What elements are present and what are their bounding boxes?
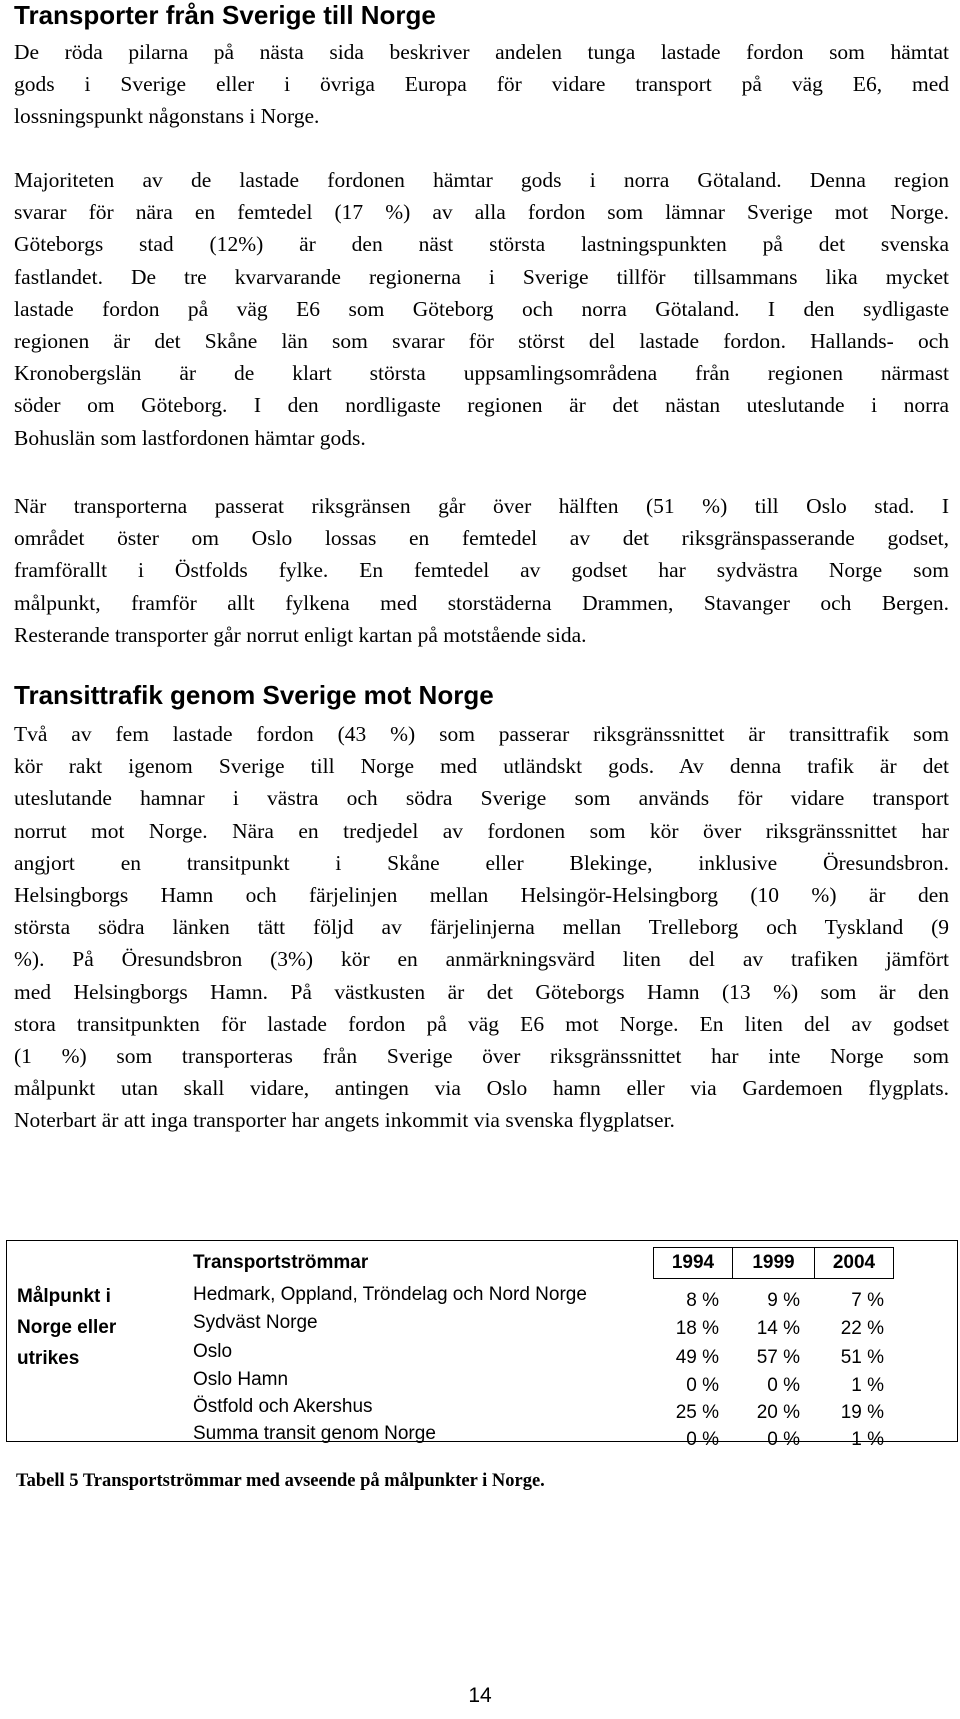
row-destination: Oslo: [193, 1341, 233, 1362]
value-1994: 0 %: [686, 1375, 719, 1396]
text-line: (1 %) som transporteras från Sverige över riksgränssnittet har inte Norge som: [14, 1044, 949, 1069]
text-line: norrut mot Norge. Nära en tredjedel av fordonen som kör över riksgränssnittet har: [14, 818, 949, 843]
text-line: gods i Sverige eller i övriga Europa för vidare transport på väg E6, med: [14, 72, 949, 97]
text-line: När transporterna passerat riksgränsen går över hälften (51 %) till Oslo stad. I: [14, 494, 949, 518]
row-group-label-line: Norge eller: [17, 1317, 117, 1338]
row-destination: Hedmark, Oppland, Tröndelag och Nord Norge: [193, 1284, 587, 1305]
year-header-2004: 2004: [814, 1247, 894, 1279]
transport-flow-table: [6, 1240, 958, 1450]
year-header-1994: 1994: [653, 1247, 733, 1279]
text-line: uteslutande hamnar i västra och södra Sverige som används för vidare transport: [14, 786, 949, 811]
text-line: stora transitpunkten för lastade fordon på väg E6 mot Norge. En liten del av godset: [14, 1011, 949, 1036]
value-1999: 9 %: [767, 1290, 800, 1311]
value-1999: 57 %: [756, 1347, 800, 1368]
text-line: området öster om Oslo lossas en femtedel av det riksgränspasserande godset,: [14, 526, 949, 551]
value-1994: 0 %: [686, 1429, 719, 1450]
value-2004: 51 %: [840, 1347, 884, 1368]
text-line: Två av fem lastade fordon (43 %) som passerar riksgränssnittet är transittrafik som: [14, 722, 949, 746]
value-1994: 49 %: [675, 1347, 719, 1368]
row-destination: Östfold och Akershus: [193, 1396, 373, 1417]
text-line: lastade fordon på väg E6 som Göteborg och norra Götaland. I den sydligaste: [14, 296, 949, 321]
text-line: Bohuslän som lastfordonen hämtar gods.: [14, 425, 366, 450]
paragraph-border-crossing: [14, 490, 949, 651]
text-line: svarar för nära en femtedel (17 %) av alla fordon som lämnar Sverige mot Norge.: [14, 200, 949, 225]
value-2004: 1 %: [851, 1429, 884, 1450]
text-line: fastlandet. De tre kvarvarande regionerna i Sverige tillför tillsammans lika mycket: [14, 264, 949, 289]
row-group-label: [17, 1281, 116, 1374]
text-line: Göteborgs stad (12%) är den näst största lastningspunkten på det svenska: [14, 232, 949, 257]
row-destination: Summa transit genom Norge: [193, 1423, 436, 1444]
value-1999: 0 %: [767, 1429, 800, 1450]
value-1994: 18 %: [675, 1318, 719, 1339]
text-line: söder om Göteborg. I den nordligaste regionen är det nästan uteslutande i norra: [14, 393, 949, 418]
value-1994: 25 %: [675, 1402, 719, 1423]
text-line: Resterande transporter går norrut enligt kartan på motstående sida.: [14, 622, 587, 647]
text-line: med Helsingborgs Hamn. På västkusten är det Göteborgs Hamn (13 %) som är den: [14, 979, 949, 1004]
text-line: regionen är det Skåne län som svarar för störst del lastade fordon. Hallands- och: [14, 329, 949, 354]
paragraph-majority: [14, 164, 949, 454]
text-line: Helsingborgs Hamn och färjelinjen mellan Helsingör-Helsingborg (10 %) är den: [14, 883, 949, 908]
text-line: kör rakt igenom Sverige till Norge med utländskt gods. Av denna trafik är det: [14, 754, 949, 779]
text-line: Majoriteten av de lastade fordonen hämtar gods i norra Götaland. Denna region: [14, 168, 949, 192]
page-number: 14: [468, 1684, 492, 1707]
value-2004: 19 %: [840, 1402, 884, 1423]
section-title: Transporter från Sverige till Norge: [14, 0, 436, 30]
value-2004: 7 %: [851, 1290, 884, 1311]
text-line: lossningspunkt någonstans i Norge.: [14, 104, 320, 129]
value-1999: 0 %: [767, 1375, 800, 1396]
text-line: Noterbart är att inga transporter har angets inkommit via svenska flygplatser.: [14, 1108, 675, 1133]
text-line: målpunkt, framför allt fylkena med storstäderna Drammen, Stavanger och Bergen.: [14, 590, 949, 615]
row-destination: Oslo Hamn: [193, 1369, 289, 1390]
year-header-1999: 1999: [732, 1247, 815, 1279]
value-2004: 1 %: [851, 1375, 884, 1396]
row-group-label-line: Målpunkt i: [17, 1286, 111, 1307]
text-line: %). På Öresundsbron (3%) kör en anmärkningsvärd liten del av trafiken jämfört: [14, 947, 949, 972]
text-line: målpunkt utan skall vidare, antingen via Oslo hamn eller via Gardemoen flygplats.: [14, 1076, 949, 1101]
paragraph-transit: [14, 718, 949, 1137]
table-caption: Tabell 5 Transportströmmar med avseende på målpunkter i Norge.: [16, 1471, 545, 1491]
row-group-label-line: utrikes: [17, 1348, 80, 1369]
value-1999: 20 %: [756, 1402, 800, 1423]
value-1999: 14 %: [756, 1318, 800, 1339]
table-header-title: Transportströmmar: [193, 1252, 369, 1273]
text-line: framförallt i Östfolds fylke. En femtedel av godset har sydvästra Norge som: [14, 558, 949, 583]
text-line: största södra länken tätt följd av färjelinjerna mellan Trelleborg och Tyskland (9: [14, 915, 949, 940]
text-line: angjort en transitpunkt i Skåne eller Blekinge, inklusive Öresundsbron.: [14, 850, 949, 875]
section-title-transit: Transittrafik genom Sverige mot Norge: [14, 680, 494, 710]
text-line: De röda pilarna på nästa sida beskriver andelen tunga lastade fordon som hämtat: [14, 40, 949, 64]
text-line: Kronobergslän är de klart största uppsamlingsområdena från regionen närmast: [14, 361, 949, 386]
row-destination: Sydväst Norge: [193, 1312, 318, 1333]
value-2004: 22 %: [840, 1318, 884, 1339]
value-1994: 8 %: [686, 1290, 719, 1311]
paragraph-intro: [14, 36, 949, 133]
